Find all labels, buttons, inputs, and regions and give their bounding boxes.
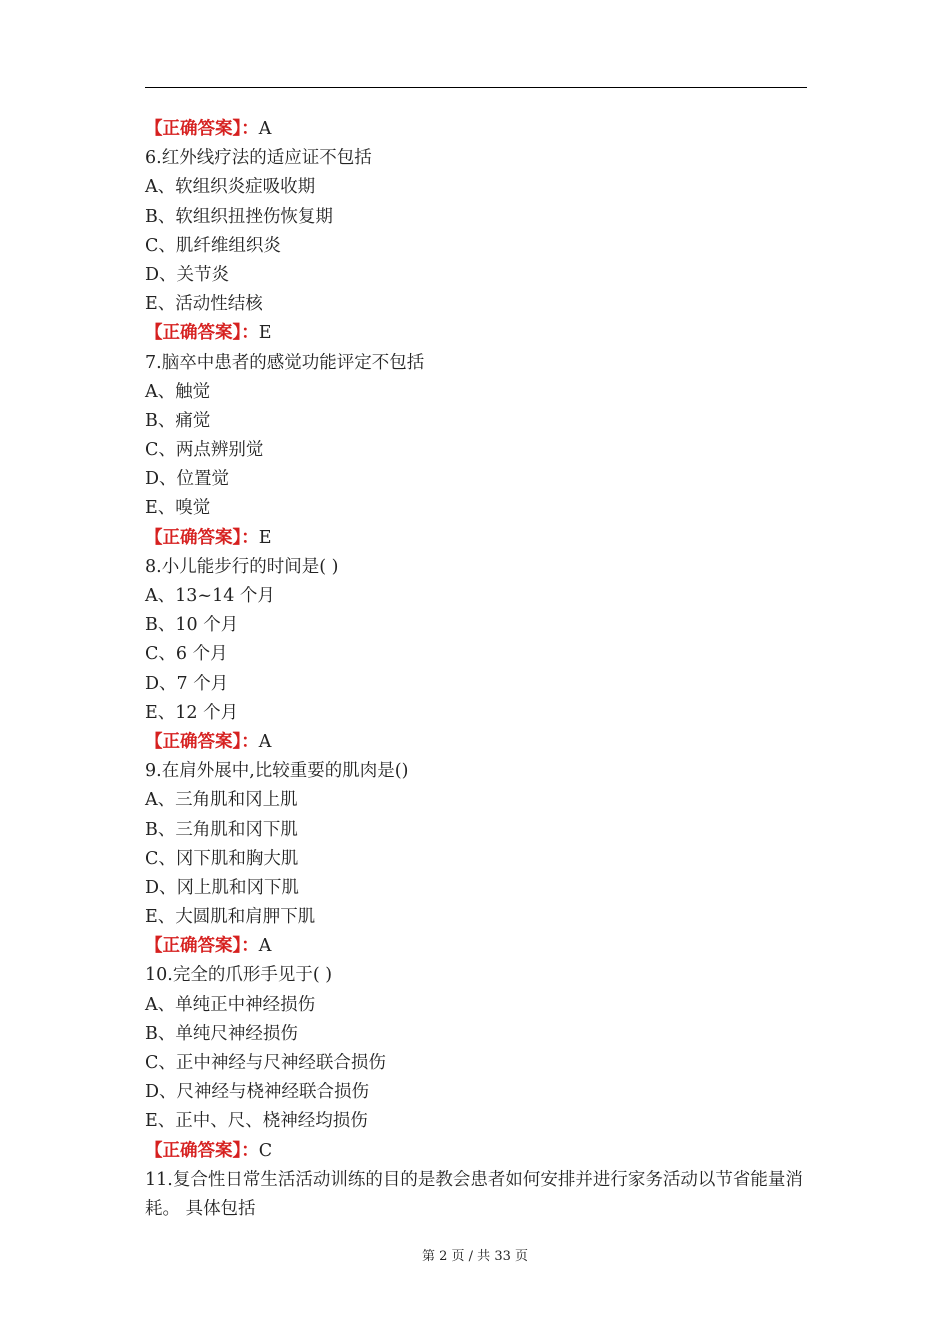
option: D、位置觉 (145, 469, 230, 490)
answer-line (145, 115, 807, 144)
question-title: 8.小儿能步行的时间是( ) (145, 556, 339, 577)
option: B、软组织扭挫伤恢复期 (145, 206, 333, 227)
document-body (145, 115, 807, 1224)
option: E、12 个月 (145, 702, 239, 723)
option: A、软组织炎症吸收期 (145, 177, 316, 198)
answer-line (145, 1137, 807, 1166)
answer-label: 【正确答案】： (145, 1140, 259, 1161)
answer-label: 【正确答案】： (145, 323, 259, 344)
answer-label: 【正确答案】： (145, 527, 259, 548)
option: E、活动性结核 (145, 294, 263, 315)
answer-label: 【正确答案】： (145, 936, 259, 957)
question-title: 7.脑卒中患者的感觉功能评定不包括 (145, 352, 425, 373)
answer-value: E (258, 527, 272, 548)
option: C、两点辨别觉 (145, 440, 264, 461)
option: E、嗅觉 (145, 498, 211, 519)
answer-label: 【正确答案】： (145, 119, 259, 139)
question-title: 9.在肩外展中,比较重要的肌肉是() (145, 761, 409, 782)
option: E、正中、尺、桡神经均损伤 (145, 1111, 368, 1132)
answer-value: C (258, 1140, 273, 1161)
option: A、三角肌和冈上肌 (145, 790, 298, 811)
option: B、单纯尺神经损伤 (145, 1023, 298, 1044)
question-title: 11.复合性日常生活活动训练的目的是教会患者如何安排并进行家务活动以节省能量消耗。 具体包括 (145, 1169, 803, 1219)
option: C、正中神经与尺神经联合损伤 (145, 1053, 386, 1073)
answer-label: 【正确答案】： (145, 731, 259, 752)
option: D、关节炎 (145, 264, 230, 285)
page-number: 第 2 页 / 共 33 页 (422, 1249, 528, 1264)
answer-line (145, 524, 807, 553)
option: D、冈上肌和冈下肌 (145, 877, 300, 898)
option: A、13~14 个月 (145, 586, 275, 606)
option: D、7 个月 (145, 673, 229, 694)
answer-line (145, 932, 807, 961)
answer-value: A (258, 119, 272, 139)
answer-value: A (258, 731, 272, 752)
option: B、痛觉 (145, 410, 211, 431)
answer-value: E (258, 323, 272, 344)
answer-line (145, 319, 807, 348)
question-title: 10.完全的爪形手见于( ) (145, 965, 333, 986)
answer-line (145, 728, 807, 757)
option: D、尺神经与桡神经联合损伤 (145, 1082, 370, 1103)
header-rule (145, 87, 807, 88)
option: B、10 个月 (145, 615, 239, 636)
option: C、冈下肌和胸大肌 (145, 848, 299, 869)
option: E、大圆肌和肩胛下肌 (145, 907, 316, 928)
option: A、触觉 (145, 381, 211, 402)
option: C、肌纤维组织炎 (145, 235, 281, 256)
option: B、三角肌和冈下肌 (145, 819, 298, 840)
answer-value: A (258, 936, 272, 957)
question-title: 6.红外线疗法的适应证不包括 (145, 148, 372, 169)
option: C、6 个月 (145, 644, 228, 665)
option: A、单纯正中神经损伤 (145, 994, 316, 1015)
